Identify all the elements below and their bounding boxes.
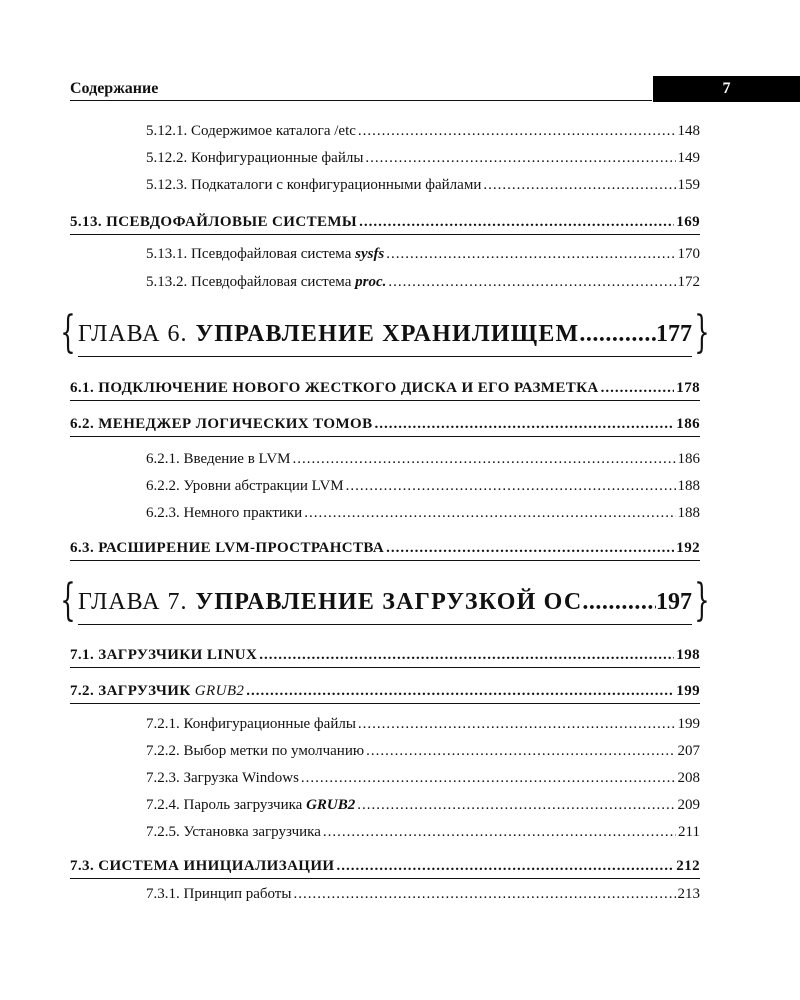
toc-section-page: 169 [676, 214, 700, 230]
title-text: 7.2. ЗАГРУЗЧИК [70, 683, 195, 699]
toc-entry-page: 208 [677, 770, 700, 786]
toc-section-title: 5.13. ПСЕВДОФАЙЛОВЫЕ СИСТЕМЫ [70, 214, 358, 230]
toc-section-6-2[interactable] [70, 414, 700, 434]
toc-entry-5-12-3[interactable] [146, 175, 700, 195]
toc-entry-5-12-2[interactable] [146, 148, 700, 168]
toc-entry-page: 148 [677, 123, 700, 139]
chapter-line [78, 582, 692, 622]
toc-entry-7-2-3[interactable] [146, 768, 700, 788]
toc-entry-title: 6.2.3. Немного практики [146, 505, 303, 521]
dot-leader [375, 414, 675, 434]
dot-leader [601, 378, 675, 398]
dot-leader [259, 645, 674, 665]
section-underline [70, 878, 700, 879]
toc-section-title [70, 681, 244, 701]
chapter-6-heading[interactable] [60, 307, 710, 360]
toc-entry-page: 149 [677, 150, 700, 166]
title-text: 5.13.1. Псевдофайловая система [146, 246, 356, 262]
dot-leader [337, 856, 675, 876]
left-brace-ornament: { [60, 575, 76, 626]
toc-entry-page: 170 [677, 246, 700, 262]
toc-entry-title: 7.2.1. Конфигурационные файлы [146, 716, 356, 732]
toc-section-7-2[interactable] [70, 681, 700, 701]
toc-section-5-13[interactable] [70, 212, 700, 232]
title-italic: GRUB2 [194, 683, 245, 699]
toc-entry-5-12-1[interactable] [146, 121, 700, 141]
toc-section-title: 6.3. РАСШИРЕНИЕ LVM-ПРОСТРАНСТВА [70, 540, 385, 556]
title-italic: GRUB2 [306, 797, 356, 813]
dot-leader [301, 768, 676, 788]
toc-entry-page: 199 [677, 716, 700, 732]
dot-leader [357, 795, 675, 815]
dot-leader [483, 175, 675, 195]
section-underline [70, 400, 700, 401]
toc-section-page: 178 [676, 380, 700, 396]
toc-entry-7-2-1[interactable] [146, 714, 700, 734]
toc-entry-7-3-1[interactable] [146, 884, 700, 904]
chapter-line [78, 314, 692, 354]
toc-entry-5-13-1[interactable] [146, 244, 700, 264]
header-title: Содержание [70, 80, 159, 97]
toc-entry-title: 7.3.1. Принцип работы [146, 886, 292, 902]
dot-leader [582, 582, 656, 622]
dot-leader [304, 503, 675, 523]
section-underline [70, 436, 700, 437]
dot-leader [323, 822, 676, 842]
toc-entry-title: 7.2.3. Загрузка Windows [146, 770, 299, 786]
toc-entry-page: 172 [677, 274, 700, 290]
toc-entry-7-2-4[interactable] [146, 795, 700, 815]
chapter-label: ГЛАВА 7. [78, 589, 188, 615]
title-text: 5.13.2. Псевдофайловая система [146, 274, 356, 290]
toc-section-page: 192 [676, 540, 700, 556]
dot-leader [366, 741, 675, 761]
toc-section-title: 7.3. СИСТЕМА ИНИЦИАЛИЗАЦИИ [70, 858, 335, 874]
left-brace-ornament: { [60, 307, 76, 358]
dot-leader [346, 476, 676, 496]
toc-entry-page: 159 [677, 177, 700, 193]
dot-leader [388, 272, 675, 292]
toc-section-page: 198 [676, 647, 700, 663]
toc-section-7-3[interactable] [70, 856, 700, 876]
dot-leader [579, 314, 656, 354]
right-brace-ornament: } [694, 575, 710, 626]
toc-section-title: 6.2. МЕНЕДЖЕР ЛОГИЧЕСКИХ ТОМОВ [70, 416, 373, 432]
chapter-underline [78, 624, 692, 625]
toc-entry-title: 5.12.3. Подкаталоги с конфигурационными файлами [146, 177, 482, 193]
toc-section-6-1[interactable] [70, 378, 700, 398]
dot-leader [293, 884, 675, 904]
dot-leader [359, 212, 674, 232]
chapter-page: 177 [656, 321, 692, 347]
toc-entry-page: 209 [677, 797, 700, 813]
dot-leader [386, 538, 674, 558]
section-underline [70, 234, 700, 235]
chapter-title: УПРАВЛЕНИЕ ЗАГРУЗКОЙ ОС [195, 589, 583, 615]
toc-entry-title: 7.2.2. Выбор метки по умолчанию [146, 743, 365, 759]
toc-entry-6-2-3[interactable] [146, 503, 700, 523]
toc-entry-page: 213 [677, 886, 700, 902]
dot-leader [358, 714, 676, 734]
toc-entry-title [146, 795, 355, 815]
header-page-number: 7 [653, 76, 800, 102]
dot-leader [246, 681, 674, 701]
toc-entry-title: 7.2.5. Установка загрузчика [146, 824, 321, 840]
toc-entry-page: 186 [677, 451, 700, 467]
toc-entry-6-2-1[interactable] [146, 449, 700, 469]
toc-entry-page: 207 [677, 743, 700, 759]
chapter-title: УПРАВЛЕНИЕ ХРАНИЛИЩЕМ [195, 321, 580, 347]
toc-section-page: 212 [676, 858, 700, 874]
toc-section-title: 6.1. ПОДКЛЮЧЕНИЕ НОВОГО ЖЕСТКОГО ДИСКА И ЕГО РАЗМЕТКА [70, 380, 599, 396]
toc-section-title: 7.1. ЗАГРУЗЧИКИ LINUX [70, 647, 258, 663]
toc-entry-title: 6.2.1. Введение в LVM [146, 451, 291, 467]
chapter-7-heading[interactable] [60, 575, 710, 628]
toc-section-6-3[interactable] [70, 538, 700, 558]
chapter-underline [78, 356, 692, 357]
toc-entry-7-2-2[interactable] [146, 741, 700, 761]
dot-leader [358, 121, 676, 141]
toc-entry-6-2-2[interactable] [146, 476, 700, 496]
toc-entry-page: 188 [677, 478, 700, 494]
toc-entry-title: 6.2.2. Уровни абстракции LVM [146, 478, 344, 494]
toc-entry-5-13-2[interactable] [146, 272, 700, 292]
chapter-page: 197 [656, 589, 692, 615]
toc-section-7-1[interactable] [70, 645, 700, 665]
title-text: 7.2.4. Пароль загрузчика [146, 797, 307, 813]
toc-entry-page: 211 [678, 824, 700, 840]
toc-entry-title [146, 244, 384, 264]
toc-section-page: 199 [676, 683, 700, 699]
toc-entry-page: 188 [677, 505, 700, 521]
dot-leader [386, 244, 675, 264]
section-underline [70, 560, 700, 561]
toc-entry-title: 5.12.1. Содержимое каталога /etc [146, 123, 356, 139]
section-underline [70, 667, 700, 668]
chapter-label: ГЛАВА 6. [78, 321, 188, 347]
toc-entry-7-2-5[interactable] [146, 822, 700, 842]
right-brace-ornament: } [694, 307, 710, 358]
toc-entry-title: 5.12.2. Конфигурационные файлы [146, 150, 364, 166]
toc-entry-title [146, 272, 386, 292]
section-underline [70, 703, 700, 704]
dot-leader [365, 148, 675, 168]
title-italic: sysfs [355, 246, 385, 262]
dot-leader [293, 449, 676, 469]
toc-section-page: 186 [676, 416, 700, 432]
title-italic: proc. [355, 274, 387, 290]
